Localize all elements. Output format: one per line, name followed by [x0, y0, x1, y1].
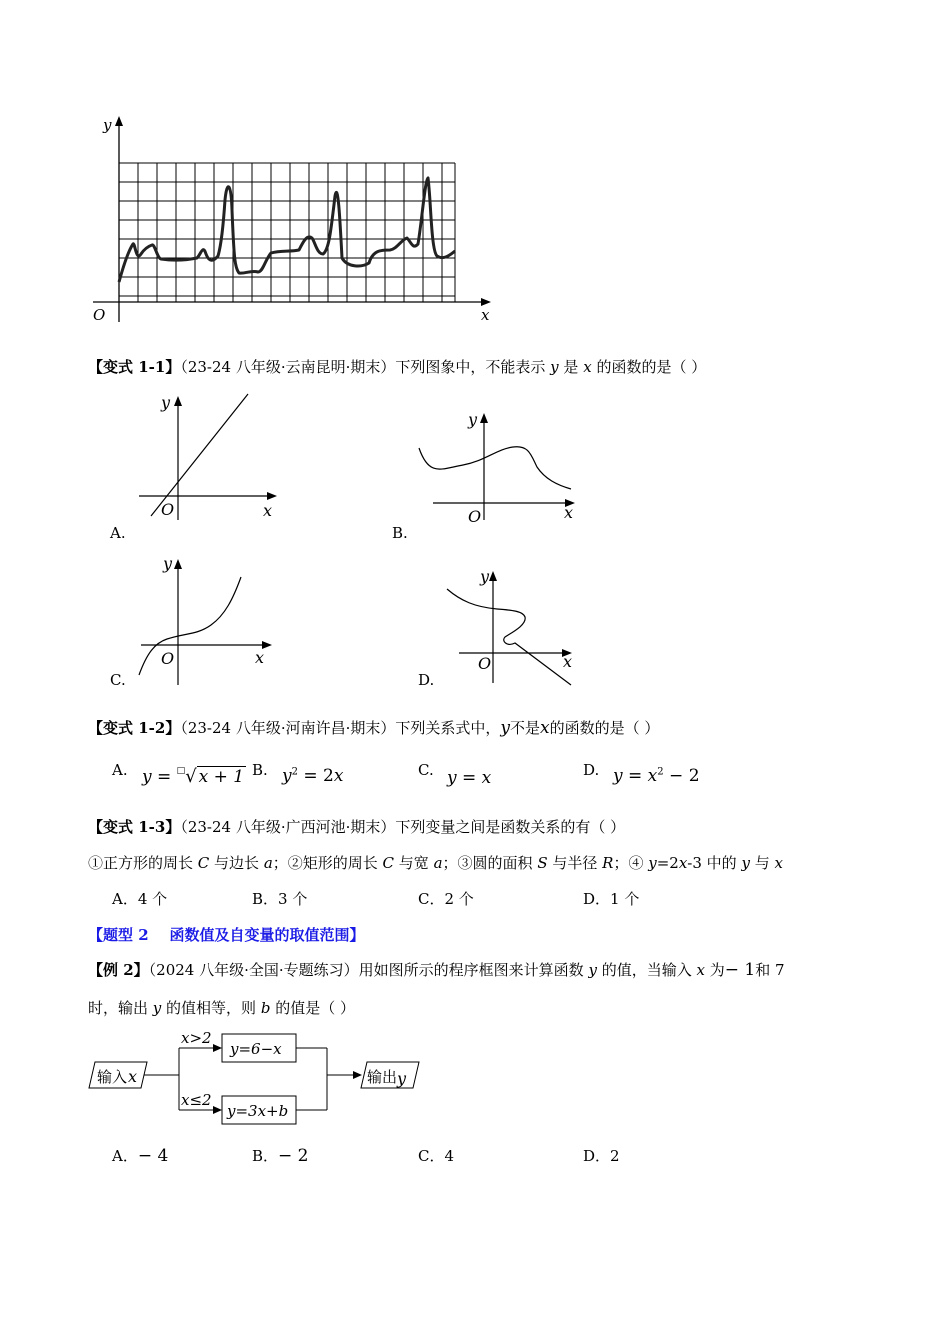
v12-option-d-expr: $y = x^2 - 2$: [613, 766, 700, 786]
v13-stem: 【变式 1-3】（23-24 八年级·广西河池·期末）下列变量之间是函数关系的有（ ）: [88, 818, 626, 836]
curve: [119, 178, 455, 282]
v12-option-d[interactable]: D.: [583, 761, 600, 779]
svg-text:B.: B.: [392, 524, 408, 542]
v13-option-a[interactable]: A．4 个: [112, 890, 168, 908]
v12-option-b[interactable]: B.: [252, 761, 268, 779]
v11-source: （23-24 八年级·云南昆明·期末）: [180, 358, 396, 376]
svg-text:x: x: [255, 648, 265, 667]
ex2-flowchart: [85, 1028, 435, 1140]
svg-text:O: O: [468, 507, 482, 526]
v12-option-a[interactable]: A.: [112, 761, 128, 779]
v13-option-b[interactable]: B．3 个: [252, 890, 308, 908]
topic2-title: 【题型 2 函数值及自变量的取值范围】: [88, 926, 365, 944]
flow-input-label: 输入: [97, 1068, 128, 1086]
ex2-option-d[interactable]: D．2: [583, 1147, 620, 1165]
svg-text:O: O: [161, 649, 175, 668]
ex2-option-a[interactable]: A．− 4: [112, 1146, 169, 1166]
v13-items: ①正方形的周长 C 与边长 a；②矩形的周长 C 与宽 a；③圆的面积 S 与半径 R；④ y=2x-3 中的 y 与 x: [88, 854, 783, 872]
top-graph-origin: O: [93, 306, 106, 324]
v12-option-b-expr: $y^2 = 2x$: [282, 766, 344, 786]
svg-text:O: O: [161, 500, 175, 519]
v11-graph-b: [385, 405, 585, 545]
v12-option-c[interactable]: C.: [418, 761, 434, 779]
svg-text:y: y: [480, 567, 490, 586]
svg-text:D.: D.: [418, 671, 435, 689]
y-axis-arrow: [115, 116, 123, 126]
svg-text:y=6−x: y=6−x: [230, 1040, 282, 1058]
top-grid-graph: [85, 110, 505, 330]
v13-option-c[interactable]: C．2 个: [418, 890, 474, 908]
ex2-stem-line2: 时，输出 y 的值相等，则 b 的值是（ ）: [88, 999, 355, 1017]
svg-text:A.: A.: [110, 524, 126, 542]
v12-stem: 【变式 1-2】（23-24 八年级·河南许昌·期末）下列关系式中，y不是x的函数的是（ ）: [88, 718, 660, 738]
svg-text:x: x: [563, 652, 573, 671]
flow-cond-top: x>2: [181, 1029, 212, 1047]
v11-graph-a: [105, 390, 305, 545]
x-axis-arrow: [481, 298, 491, 306]
root-index: □: [176, 766, 186, 776]
flow-output-label: 输出: [367, 1068, 398, 1086]
svg-text:O: O: [478, 654, 492, 673]
flow-input-var: x: [128, 1067, 138, 1086]
grid-lines: [119, 163, 455, 302]
top-graph-y-label: y: [103, 116, 112, 134]
v11-graph-d: [415, 563, 595, 693]
svg-text:C.: C.: [110, 671, 126, 689]
svg-text:y: y: [163, 554, 173, 573]
v11-graph-c: [105, 553, 305, 693]
ex2-tag: 【例 2】: [88, 961, 149, 979]
svg-text:y=3x+b: y=3x+b: [227, 1102, 289, 1120]
svg-text:y: y: [468, 410, 478, 429]
v12-tag: 【变式 1-2】: [88, 719, 181, 737]
flow-output-var: y: [397, 1069, 407, 1088]
svg-text:x: x: [263, 501, 273, 520]
svg-text:x: x: [564, 503, 574, 522]
v11-stem: 【变式 1-1】（23-24 八年级·云南昆明·期末）下列图象中，不能表示 y 是 x 的函数的是（ ）: [88, 358, 707, 376]
ex2-stem-line1: 【例 2】（2024 八年级·全国·专题练习）用如图所示的程序框图来计算函数 y 的值，当输入 x 为− 1和 7: [88, 960, 785, 980]
v13-option-d[interactable]: D．1 个: [583, 890, 640, 908]
svg-text:y: y: [161, 393, 171, 412]
top-graph-x-label: x: [481, 306, 490, 324]
v12-option-c-expr: y = x: [447, 768, 492, 788]
ex2-option-b[interactable]: B．− 2: [252, 1146, 309, 1166]
flow-cond-bottom: x≤2: [181, 1091, 212, 1109]
v13-tag: 【变式 1-3】: [88, 818, 181, 836]
v11-tag: 【变式 1-1】: [88, 358, 181, 376]
v12-option-a-expr: y = □√ x + 1: [142, 766, 245, 787]
ex2-option-c[interactable]: C．4: [418, 1147, 455, 1165]
